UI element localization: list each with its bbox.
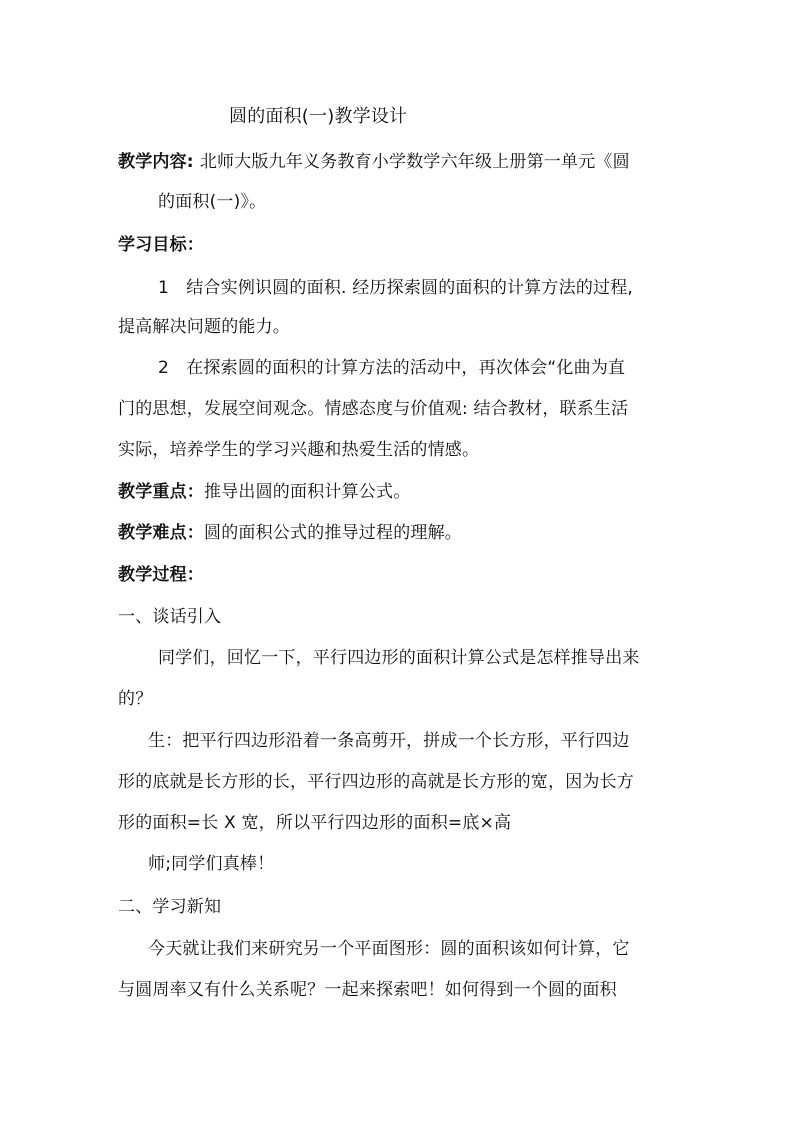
section-1-paragraph-1-line-2: 的？ — [118, 689, 153, 709]
teaching-key-point-text: 推导出圆的面积计算公式。 — [204, 482, 411, 502]
teaching-difficulty-text: 圆的面积公式的推导过程的理解。 — [204, 523, 462, 543]
teaching-content-label: 教学内容: — [118, 152, 194, 172]
goal-1-line-2: 提高解决问题的能力。 — [118, 317, 290, 337]
teaching-difficulty-label: 教学难点： — [118, 523, 204, 543]
document-title: 圆的面积(一)教学设计 — [229, 106, 408, 127]
section-2-heading: 二、学习新知 — [118, 897, 222, 917]
section-1-paragraph-1-line-1: 同学们，回忆一下，平行四边形的面积计算公式是怎样推导出来 — [158, 648, 640, 668]
teaching-content-continuation: 的面积(一)》。 — [158, 192, 267, 212]
teaching-difficulty-line — [118, 522, 462, 544]
teaching-key-point-line — [118, 481, 410, 503]
goal-1-line-1: 1 结合实例识圆的面积. 经历探索圆的面积的计算方法的过程, — [158, 278, 634, 298]
teaching-content-line — [118, 151, 630, 173]
section-2-paragraph-1-line-1: 今天就让我们来研究另一个平面图形：圆的面积该如何计算，它 — [148, 939, 630, 959]
goal-2-line-1: 2 在探索圆的面积的计算方法的活动中，再次体会“化曲为直 — [158, 358, 626, 378]
goal-2-line-3: 实际，培养学生的学习兴趣和热爱生活的情感。 — [118, 440, 480, 460]
section-2-paragraph-1-line-2: 与圆周率又有什么关系呢？一起来探索吧！如何得到一个圆的面积 — [118, 980, 617, 1000]
goal-2-line-2: 门的思想，发展空间观念。情感态度与价值观: 结合教材，联系生活 — [118, 399, 629, 419]
section-1-heading: 一、谈话引入 — [118, 607, 222, 627]
section-1-paragraph-2-line-2: 形的底就是长方形的长，平行四边形的高就是长方形的宽，因为长方 — [118, 772, 634, 792]
section-1-paragraph-2-line-1: 生：把平行四边形沿着一条高剪开，拼成一个长方形，平行四边 — [148, 731, 630, 751]
learning-goals-heading: 学习目标： — [118, 235, 204, 255]
teaching-process-heading: 教学过程： — [118, 565, 204, 585]
teaching-content-text: 北师大版九年义务教育小学数学六年级上册第一单元《圆 — [199, 152, 630, 172]
section-1-paragraph-2-line-3: 形的面积=长 X 宽，所以平行四边形的面积=底×高 — [118, 813, 512, 833]
section-1-paragraph-3: 师;同学们真棒！ — [148, 854, 275, 874]
teaching-key-point-label: 教学重点： — [118, 482, 204, 502]
